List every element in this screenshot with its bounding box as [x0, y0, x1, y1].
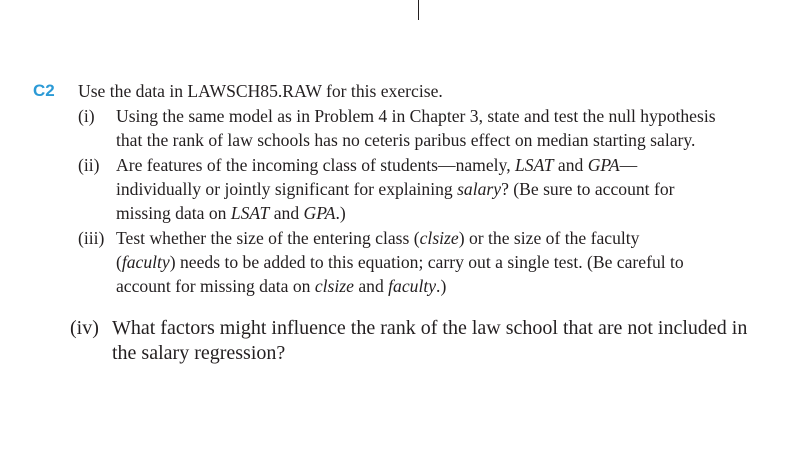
part-ii-line-1: Are features of the incoming class of students—namely, LSAT and GPA— — [116, 155, 638, 175]
part-i-label: (i) — [78, 106, 95, 126]
exercise-intro: Use the data in LAWSCH85.RAW for this exercise. — [78, 81, 443, 101]
part-iv-line-1: What factors might influence the rank of the law school that are not included in — [112, 317, 748, 339]
part-iv-label: (iv) — [70, 317, 99, 339]
part-iv-line-2: the salary regression? — [112, 342, 286, 364]
part-ii-label: (ii) — [78, 155, 100, 175]
exercise-number: C2 — [33, 81, 55, 100]
part-iii-line-2: (faculty) needs to be added to this equation; carry out a single test. (Be careful to — [116, 252, 684, 272]
part-ii-line-2: individually or jointly significant for explaining salary? (Be sure to account for — [116, 179, 675, 199]
part-iii-line-1: Test whether the size of the entering class (clsize) or the size of the faculty — [116, 228, 640, 248]
part-iii-line-3: account for missing data on clsize and faculty.) — [116, 276, 447, 296]
part-iii-label: (iii) — [78, 228, 105, 248]
part-i-line-1: Using the same model as in Problem 4 in Chapter 3, state and test the null hypothesis — [116, 106, 716, 126]
part-ii-line-3: missing data on LSAT and GPA.) — [116, 203, 346, 223]
part-i-line-2: that the rank of law schools has no ceteris paribus effect on median starting salary. — [116, 130, 696, 150]
